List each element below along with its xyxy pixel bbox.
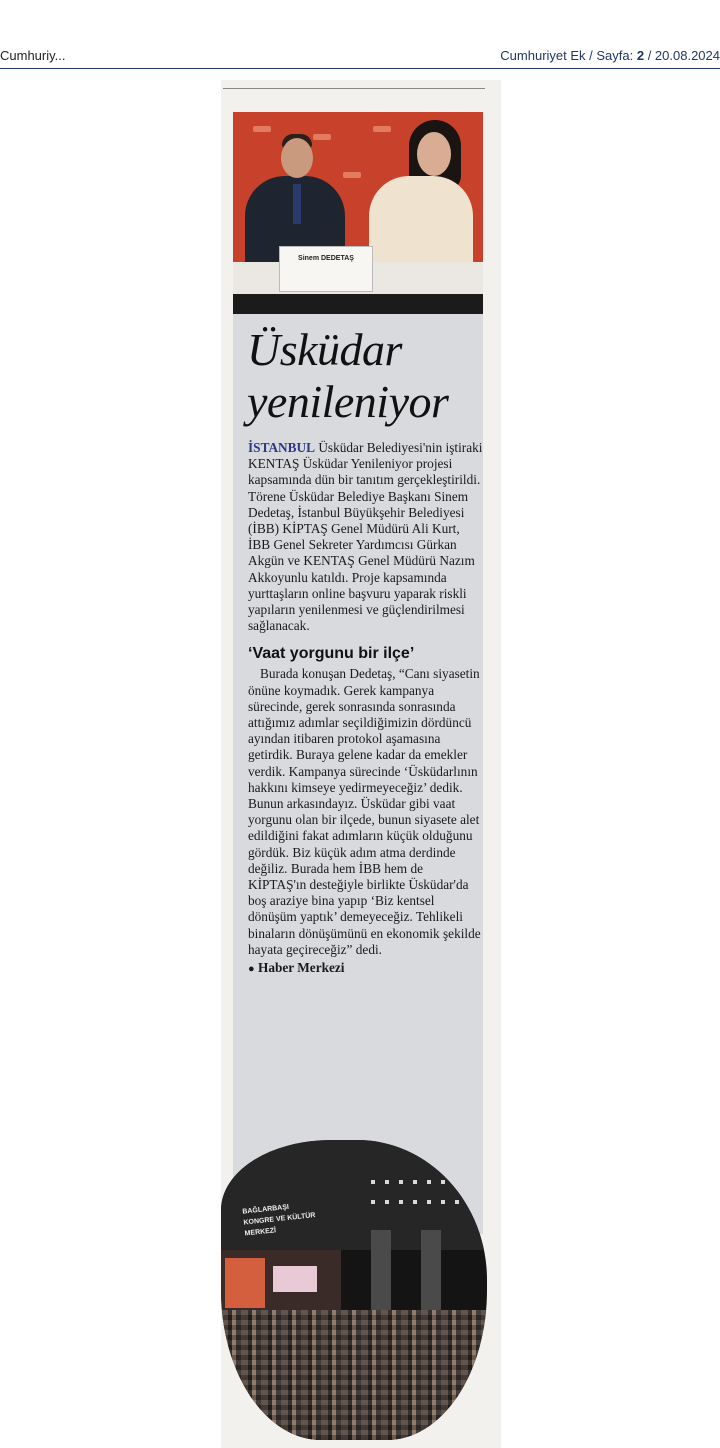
backdrop-logo (373, 126, 391, 132)
backdrop-logo (253, 126, 271, 132)
dateline: İSTANBUL (248, 440, 315, 455)
signing-ceremony-photo (233, 112, 483, 314)
table-edge (233, 294, 483, 314)
header-bar (0, 44, 720, 68)
man-tie (293, 184, 301, 224)
backdrop-logo (343, 172, 361, 178)
byline (248, 960, 483, 977)
byline-bullet: ● (248, 963, 255, 976)
nameplate: Sinem DEDETAŞ (279, 246, 373, 292)
publication-name: Cumhuriy... (0, 48, 66, 63)
woman-head (417, 132, 451, 176)
header-divider (0, 68, 720, 69)
byline-text: Haber Merkezi (254, 960, 345, 976)
headline-line-2: yenileniyor (247, 376, 449, 427)
stage-screen (273, 1266, 317, 1292)
hall-pillar (371, 1230, 391, 1320)
lead-paragraph (248, 440, 483, 634)
subheading: ‘Vaat yorgunu bir ilçe’ (248, 645, 415, 663)
stage-banner (225, 1258, 265, 1308)
page-info-prefix: Cumhuriyet Ek / Sayfa: (500, 48, 637, 63)
article-body (248, 440, 483, 977)
congress-hall-photo (221, 1140, 487, 1440)
man-head (281, 138, 313, 178)
clipping-top-rule (223, 88, 485, 89)
woman-figure (369, 176, 473, 272)
article-headline (247, 324, 497, 428)
page-number: 2 (636, 48, 645, 63)
headline-line-1: Üsküdar (247, 324, 402, 375)
hall-pillar (421, 1230, 441, 1320)
page-date: / 20.08.2024 (644, 48, 720, 63)
venue-sign-line-1: BAĞLARBAŞI (242, 1203, 290, 1216)
venue-sign-line-2: KONGRE VE KÜLTÜR MERKEZİ (243, 1212, 316, 1238)
newspaper-clipping (221, 80, 501, 1448)
backdrop-logo (313, 134, 331, 140)
quote-paragraph: Burada konuşan Dedetaş, “Canı siyasetin önüne koymadık. Gerek kampanya sürecinde, gerek sonrasında sonrasında attığımız adımlar seçildiğimizin dördüncü ayından itibaren protokol aşamasına getirdik. Buraya gelene kadar da emekler verdik. Kampanya sürecinde ‘Üsküdarlının hakkını kimseye yedirmeyeceğiz’ dedik. Bunun arkasındayız. Üsküdar gibi vaat yorgunu olan bir ilçede, bunun siyasete alet edildiğini fakat adımların küçük olduğunu gördük. Biz küçük adım atma derdinde değiliz. Burada hem İBB hem de KİPTAŞ'ın desteğiyle birlikte Üsküdar'da boş araziye bina yapıp ‘Biz kentsel dönüşüm yaptık’ demeyeceğiz. Tehlikeli binaların dönüşümünü en ekonomik şekilde hayata geçireceğiz” dedi. (248, 666, 481, 957)
ceiling-lights (371, 1180, 471, 1184)
page-info (500, 48, 720, 63)
audience-rows (221, 1310, 487, 1440)
ceiling-lights (371, 1200, 471, 1204)
lead-text: Üsküdar Belediyesi'nin iştiraki KENTAŞ Üsküdar Yenileniyor projesi kapsamında dün bir tanıtım gerçekleştirildi. Törene Üsküdar Belediye Başkanı Sinem Dedetaş, İstanbul Büyükşehir Belediyesi (İBB) KİPTAŞ Genel Müdürü Ali Kurt, İBB Genel Sekreter Yardımcısı Gürkan Akgün ve KENTAŞ Genel Müdürü Nazım Akkoyunlu katıldı. Proje kapsamında yurttaşların online başvuru yaparak riskli yapıların yenilenmesi ve güçlendirilmesi sağlanacak. (248, 440, 483, 634)
